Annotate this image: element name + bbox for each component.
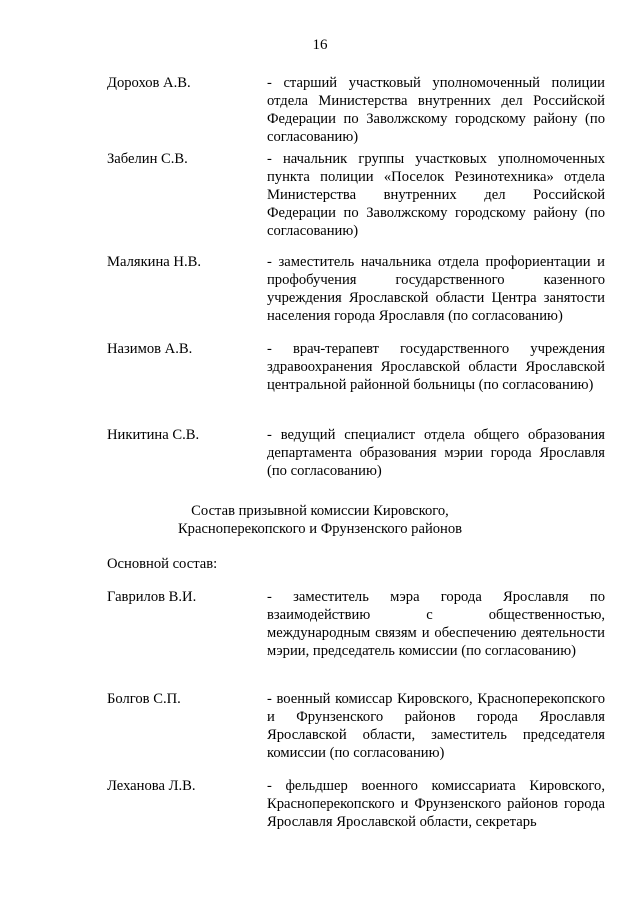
page-number: 16: [312, 37, 328, 53]
member-role: - старший участковый уполномоченный полиции отдела Министерства внутренних дел Российской Федерации по Заволжскому городскому району (по согласованию): [267, 75, 605, 145]
section-heading-line1: Состав призывной комиссии Кировского,: [191, 503, 449, 519]
member-role: - фельдшер военного комиссариата Кировского, Красноперекопского и Фрунзенского районов города Ярославля Ярославской области, секретарь: [267, 778, 605, 830]
member-name: Дорохов А.В.: [107, 75, 191, 91]
member-name: Никитина С.В.: [107, 427, 200, 443]
member-name: Назимов А.В.: [107, 341, 193, 357]
member-role: - заместитель начальника отдела профориентации и профобучения государственного казенного учреждения Ярославской области Центра занятости населения города Ярославля (по согласованию): [267, 254, 605, 324]
member-role: - врач-терапевт государственного учреждения здравоохранения Ярославской области Ярославской центральной районной больницы (по согласованию): [267, 341, 605, 393]
member-role: - ведущий специалист отдела общего образования департамента образования мэрии города Ярославля (по согласованию): [267, 427, 605, 479]
member-role: - начальник группы участковых уполномоченных пункта полиции «Поселок Резинотехника» отдела Министерства внутренних дел Российской Федерации по Заволжскому городскому району (по согласованию): [267, 151, 605, 239]
section-heading-line2: Красноперекопского и Фрунзенского районов: [177, 521, 463, 537]
member-name: Болгов С.П.: [107, 691, 181, 707]
member-role: - военный комиссар Кировского, Красноперекопского и Фрунзенского районов города Ярославля Ярославской области, заместитель председателя комиссии (по согласованию): [267, 691, 605, 761]
basic-composition-label: Основной состав:: [107, 556, 218, 572]
member-name: Малякина Н.В.: [107, 254, 201, 270]
member-role: - заместитель мэра города Ярославля по взаимодействию с общественностью, международным связям и обеспечению деятельности мэрии, председатель комиссии (по согласованию): [267, 589, 605, 659]
member-name: Гаврилов В.И.: [107, 589, 197, 605]
member-name: Леханова Л.В.: [107, 778, 196, 794]
member-name: Забелин С.В.: [107, 151, 188, 167]
